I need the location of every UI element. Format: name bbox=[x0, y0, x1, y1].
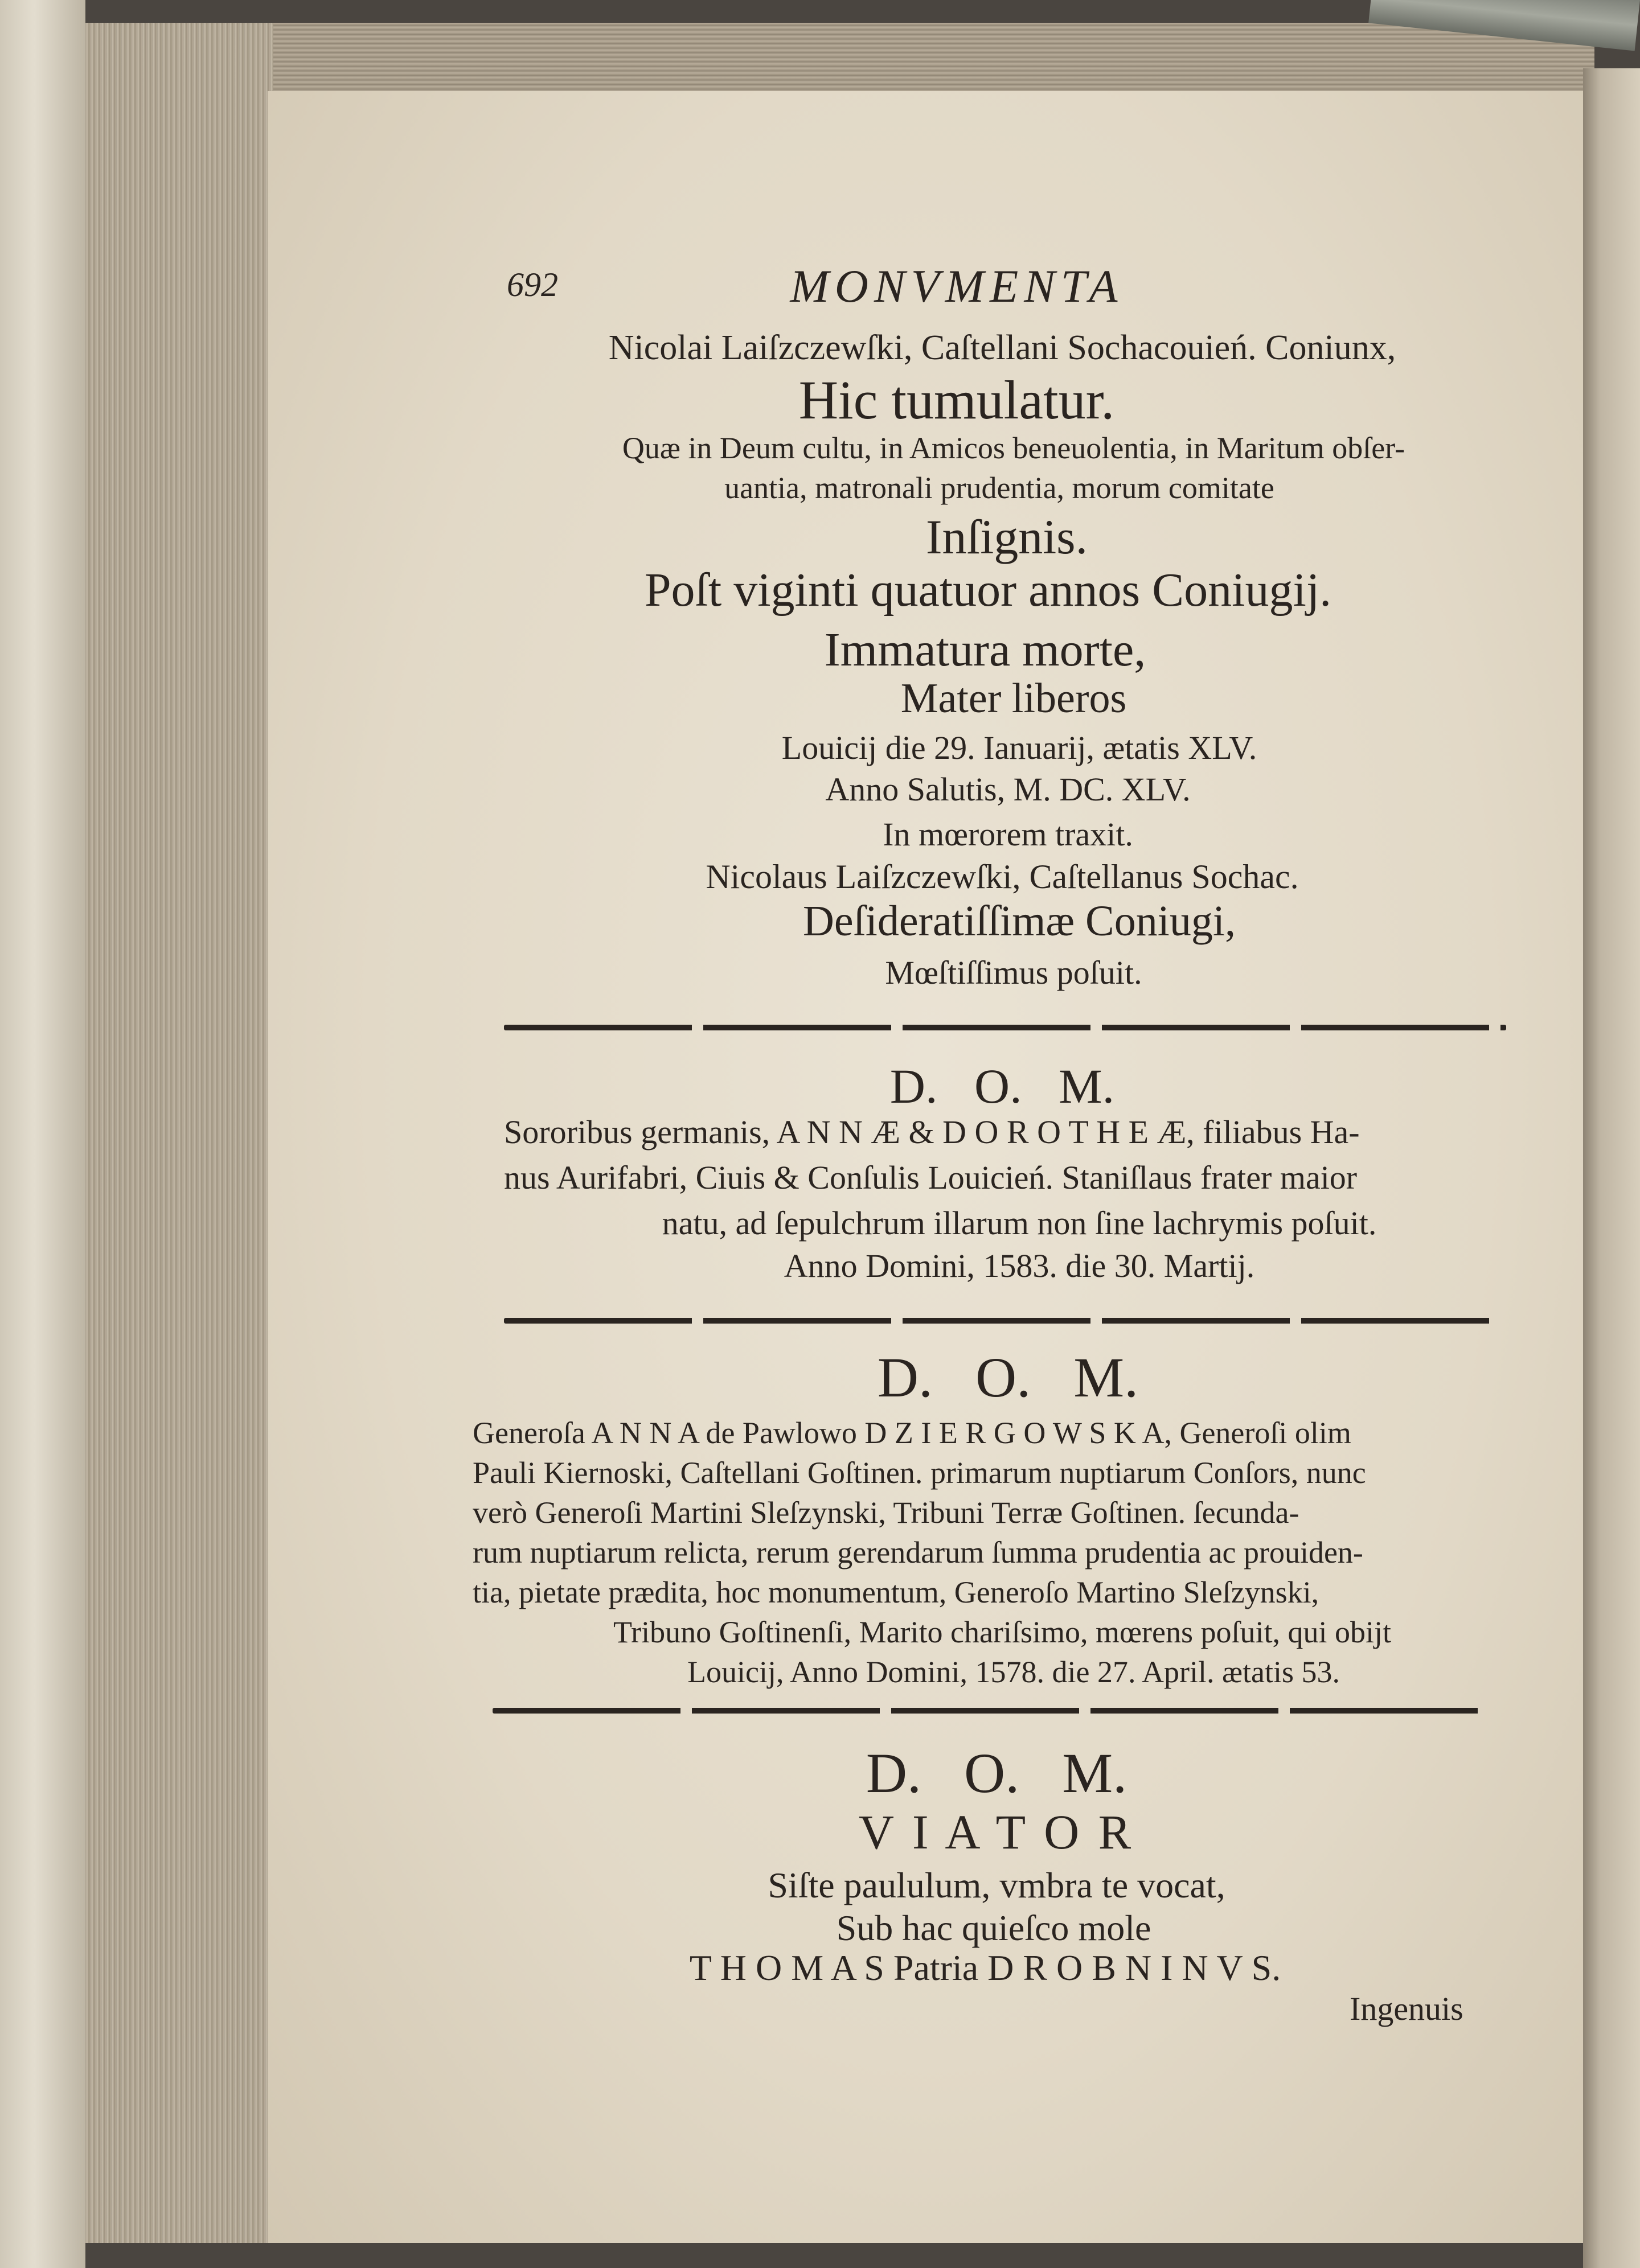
inscription3-line: tia, pietate prædita, hoc monumentum, Generoſo Martino Sleſzynski, bbox=[473, 1575, 1319, 1609]
inscription1-line: Quæ in Deum cultu, in Amicos beneuolentia, in Maritum obſer- bbox=[622, 431, 1405, 465]
inscription3-heading: D. O. M. bbox=[877, 1346, 1139, 1409]
inscription2-line: nus Aurifabri, Ciuis & Conſulis Louicień. Staniſlaus frater maior bbox=[504, 1159, 1358, 1196]
inscription1-line: Inſignis. bbox=[925, 510, 1088, 564]
inscription2-line: Sororibus germanis, A N N Æ & D O R O T H E Æ, filiabus Ha- bbox=[504, 1114, 1360, 1151]
page-number: 692 bbox=[507, 266, 558, 303]
catchword: Ingenuis bbox=[1350, 1990, 1463, 2027]
inscription1-line: Immatura morte, bbox=[824, 623, 1146, 676]
inscription3-line: Generoſa A N N A de Pawlowo D Z I E R G O W S K A, Generoſi olim bbox=[473, 1416, 1351, 1450]
inscription4-line: Siſte paululum, vmbra te vocat, bbox=[768, 1865, 1225, 1905]
inscription3-line: verò Generoſi Martini Sleſzynski, Tribuni Terræ Goſtinen. ſecunda- bbox=[473, 1495, 1299, 1530]
inscription4-heading: D. O. M. bbox=[866, 1741, 1128, 1805]
inscription4-subheading: V I A T O R bbox=[858, 1805, 1135, 1859]
inscription3-line: Tribuno Goſtinenſi, Marito chariſsimo, mœrens poſuit, qui obijt bbox=[613, 1615, 1391, 1649]
inscription1-line: Poſt viginti quatuor annos Coniugij. bbox=[644, 564, 1332, 617]
inscription1-line: Louicij die 29. Ianuarij, ætatis XLV. bbox=[781, 729, 1257, 766]
inscription2-line: natu, ad ſepulchrum illarum non ſine lachrymis poſuit. bbox=[662, 1205, 1377, 1242]
inscription1-line: Mater liberos bbox=[900, 675, 1127, 722]
inscription1-line: Mœſtiſſimus poſuit. bbox=[885, 954, 1142, 991]
inscription4-line: T H O M A S Patria D R O B N I N V S. bbox=[689, 1947, 1281, 1988]
inscription1-line: Nicolai Laiſzczewſki, Caſtellani Sochacouień. Coniunx, bbox=[608, 328, 1396, 367]
inscription1-line: Anno Salutis, M. DC. XLV. bbox=[825, 771, 1191, 808]
inscription1-line: Deſideratiſſimæ Coniugi, bbox=[803, 897, 1236, 945]
inscription1-line: uantia, matronali prudentia, morum comitate bbox=[724, 471, 1274, 505]
inscription3-line: Louicij, Anno Domini, 1578. die 27. April. ætatis 53. bbox=[687, 1655, 1340, 1689]
running-head: MONVMENTA bbox=[790, 260, 1124, 312]
inscription2-line: Anno Domini, 1583. die 30. Martij. bbox=[784, 1247, 1255, 1284]
divider-rule bbox=[504, 1025, 1506, 1030]
inscription1-line: In mœrorem traxit. bbox=[883, 816, 1133, 853]
inscription1-line: Hic tumulatur. bbox=[798, 369, 1115, 430]
inscription3-line: rum nuptiarum relicta, rerum gerendarum ſumma prudentia ac prouiden- bbox=[473, 1535, 1363, 1569]
inscription2-heading: D. O. M. bbox=[889, 1059, 1115, 1114]
divider-rule bbox=[493, 1708, 1489, 1714]
inscription4-line: Sub hac quieſco mole bbox=[836, 1908, 1151, 1948]
inscription1-line: Nicolaus Laiſzczewſki, Caſtellanus Sochac. bbox=[706, 858, 1299, 895]
inscription3-line: Pauli Kiernoski, Caſtellani Goſtinen. primarum nuptiarum Conſors, nunc bbox=[473, 1456, 1366, 1490]
divider-rule bbox=[504, 1318, 1500, 1324]
